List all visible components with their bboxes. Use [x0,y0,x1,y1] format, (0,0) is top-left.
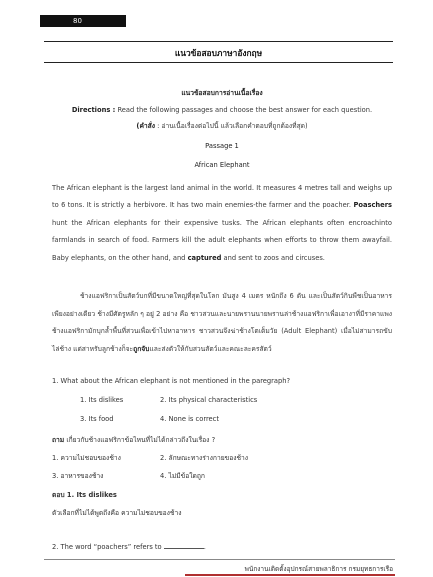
document-title: แนวข้อสอบภาษาอังกฤษ [174,48,263,58]
directions-thai-label: (คำสั่ง [136,122,156,130]
directions-text: Read the following passages and choose the best answer for each question. [115,106,373,114]
thai-translation-text-2: และส่งตัวให้กับสวนสัตว์และคณะละครสัตว์ [149,344,272,353]
question-1-thai-label: ถาม [52,436,65,444]
question-1-thai-option-1: 1. ความไม่ชอบของช้าง [52,454,121,462]
directions-thai [52,119,392,135]
page-number-bar [40,15,126,27]
passage-text-1: The African elephant is the largest land animal in the world. It measures 4 metres tall and weighs up to 6 tons. It is strictly a herbivore. It has two main enemies-the farmer and the poacher. [52,184,392,210]
header-box [44,41,393,63]
passage-text-3: and sent to zoos and circuses. [221,253,325,262]
passage-title: African Elephant [194,161,250,169]
footer-divider [44,559,395,560]
question-2-suffix: . [203,543,206,551]
thai-translation-text-1: ช้างแอฟริกาเป็นสัตว์บกที่มีขนาดใหญ่ที่สุดในโลก มันสูง 4 เมตร หนักถึง 6 ตัน และเป็นสัตว์กินพืชเป็นอาหารเพียงอย่างเดียว ช้างมีศัตรูหลัก ๆ อยู่ 2 อย่าง คือ ชาวสวนและนายพรานนายพรานล่าช้างแอฟริกาเพื่อเอางาที่มีราคาแพง ช้างแอฟริกามักบุกล้ำพื้นที่สวนเพื่อเข้าไปหาอาหาร ชาวสวนจึงฆ่าช้างโตเต็มวัย (Adult Elephant) เมื่อไม่สามารถขับไล่ช้าง แต่สาหรับลูกช้างก็จะ [52,292,392,353]
question-1-option-1: 1. Its dislikes [80,396,124,404]
question-2 [52,541,206,551]
question-1: 1. What about the African elephant is not mentioned in the paregraph? [52,377,291,385]
question-1-thai-option-3: 3. อาหารของช้าง [52,472,104,480]
directions-thai-text: : อ่านเนื้อเรื่องต่อไปนี้ แล้วเลือกคำตอบที่ถูกต้องที่สุด) [155,122,308,130]
thai-translation [52,288,392,358]
question-1-option-2: 2. Its physical characteristics [160,396,258,404]
passage-term-captured: captured [187,253,222,262]
passage-text-2: hunt the African elephants for their expensive tusks. The African elephants often encroachinto farmlands in search of food. Farmers kill the adult elephants when efforts to throw them awayfail. Baby elephants, on the other hand, and [52,218,392,262]
footer-accent-bar [185,574,395,576]
answer-1-label: ตอบ 1. Its dislikes [52,491,117,499]
section-heading: แนวข้อสอบการอ่านเนื้อเรื่อง [181,89,263,97]
directions-label: Directions : [71,106,116,114]
question-1-thai-option-4: 4. ไม่มีข้อใดถูก [160,472,205,480]
question-1-option-4: 4. None is correct [160,415,219,423]
question-1-thai [52,434,215,445]
footer-text: พนักงานเติดตั้งอุปกรณ์สายพลาธิการ กรมยุทธการเรือ [244,565,393,573]
passage-term-poachers: Poaschers [353,201,392,210]
question-1-thai-option-2: 2. ลักษณะทางร่างกายของช้าง [160,454,249,462]
question-1-thai-text: เกี่ยวกับช้างแอฟริกาข้อไหนที่ไม่ได้กล่าวถึงในเรื่อง ? [64,436,216,444]
question-2-text: 2. The word “poachers” refers to [52,543,162,551]
passage-body [52,180,392,267]
page-number: 80 [73,17,82,25]
question-1-option-3: 3. Its food [80,415,114,423]
thai-translation-term: ถูกจับ [133,344,150,353]
question-2-blank [164,541,204,549]
directions [52,103,392,119]
answer-1-explanation: ตัวเลือกที่ไม่ได้พูดถึงคือ ความไม่ชอบของช้าง [52,509,182,517]
passage-label: Passage 1 [205,142,239,150]
